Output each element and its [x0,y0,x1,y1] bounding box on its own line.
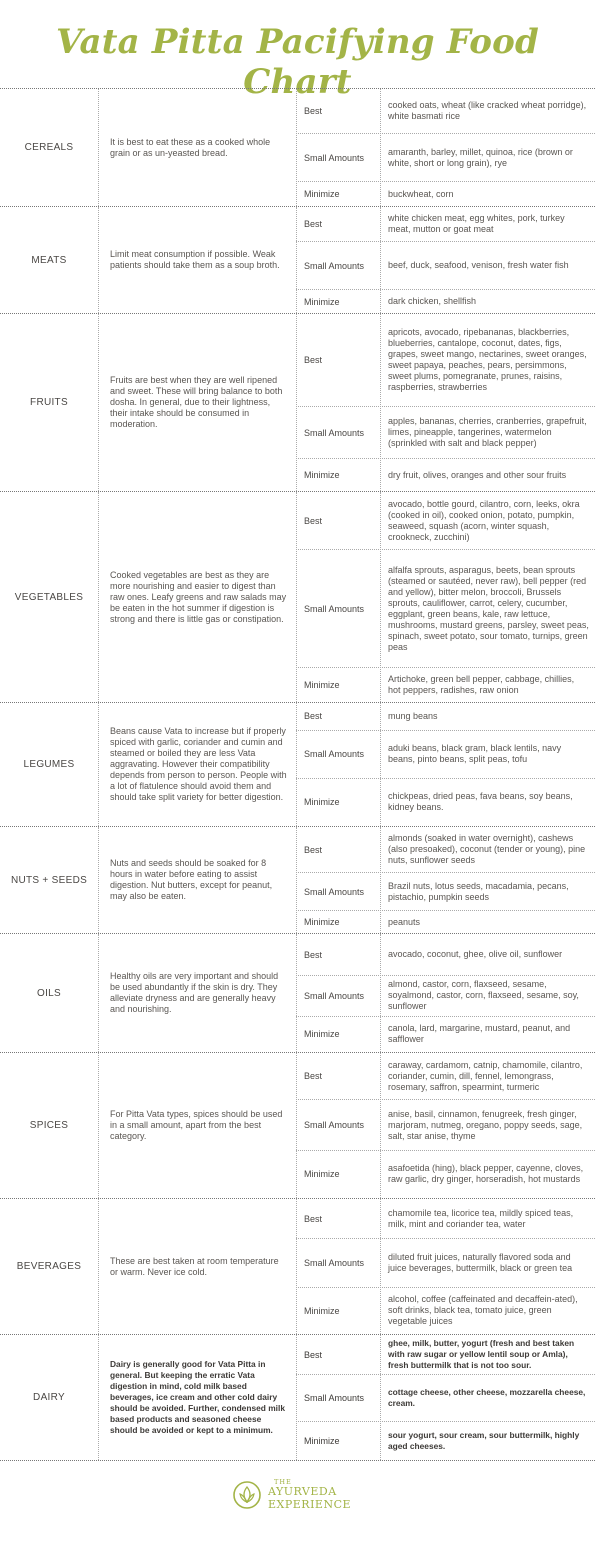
level-row [296,975,595,1015]
level-row [296,703,595,730]
level-row [296,492,595,549]
category-block-spices [0,1052,595,1198]
category-description [110,314,288,491]
level-label: Best [304,844,323,855]
level-row [296,910,595,933]
level-foods [388,1239,589,1286]
level-foods [388,182,589,206]
level-foods-text: white chicken meat, egg whites, pork, turkey meat, mutton or goat meat [388,213,565,235]
level-row [296,934,595,975]
level-label: Minimize [304,1169,340,1180]
level-foods-text: almond, castor, corn, flaxseed, sesame, soyalmond, castor, corn, flaxseed, sesame, soy, sunflower [388,979,579,1012]
level-row [296,1421,595,1460]
level-row [296,133,595,181]
level-label: Minimize [304,1029,340,1040]
level-foods-text: dark chicken, shellfish [388,296,477,307]
category-block-oils [0,933,595,1052]
level-foods [388,1017,589,1052]
category-description-text: It is best to eat these as a cooked whole grain or as un-yeasted bread. [110,136,271,158]
level-foods-text: peanuts [388,916,421,927]
level-row [296,1238,595,1286]
category-name: OILS [37,987,61,999]
category-description [110,207,288,313]
level-foods [388,459,589,491]
level-row [296,549,595,667]
level-row [296,1374,595,1420]
level-label: Small Amounts [304,152,365,163]
page-title: Vata Pitta Pacifying Food Chart [56,22,539,102]
level-row [296,289,595,313]
level-row [296,1099,595,1149]
category-description [110,934,288,1052]
category-block-beverages [0,1198,595,1334]
level-label: Best [304,949,323,960]
category-block-vegetables [0,491,595,702]
category-description [110,89,288,206]
level-label: Best [304,354,323,365]
level-foods [388,1053,589,1099]
level-row [296,1335,595,1374]
level-row [296,667,595,702]
category-name: MEATS [31,254,67,266]
level-foods [388,731,589,778]
column-divider [98,89,99,206]
level-label: Best [304,515,323,526]
level-label: Best [304,219,323,230]
level-foods [388,873,589,910]
column-divider [98,492,99,702]
level-label: Minimize [304,189,340,200]
level-foods [388,492,589,549]
level-rows [296,207,595,313]
level-foods-text: chickpeas, dried peas, fava beans, soy beans, kidney beans. [388,791,573,813]
level-foods-text: beef, duck, seafood, venison, fresh water fish [388,260,569,271]
level-rows [296,827,595,933]
category-description-text: Dairy is generally good for Vata Pitta in general. But keeping the erratic Vata digestion in mind, cold milk based beverages, ice cream and other cold dairy should be avoided. Further, condensed milk based products and seasoned cheese should be avoided or kept to a minimum. [110,1359,285,1435]
level-foods [388,242,589,289]
level-label: Small Amounts [304,1392,365,1403]
level-foods [388,976,589,1015]
logo-text-experience: EXPERIENCE [268,1498,352,1511]
category-description-text: Nuts and seeds should be soaked for 8 hours in water before eating to assist digestion. Nut butters, except for peanut, may also be eaten. [110,858,273,901]
category-description-text: Healthy oils are very important and should be used abundantly if the skin is dry. They alleviate dryness and are generally heavy and nourishing. [110,971,279,1014]
level-row [296,458,595,491]
level-foods-text: alfalfa sprouts, asparagus, beets, bean sprouts (steamed or sautéed, never raw), bell pepper (red and yellow), bitter melon, broccoli, Brussels sprouts, cauliflower, carrot, celery, cucumber, eggplant, green beans, kale, raw lettuce, mushrooms, mustard greens, parsley, sweet peas, spinach, sweet potato, sour tomato, turnips, green peas [388,564,589,652]
level-foods [388,1422,589,1460]
level-row [296,406,595,458]
category-description-text: Cooked vegetables are best as they are more nourishing and easier to digest than raw ones. Leafy greens and raw salads may be eaten in the hot summer if digestion is strong and there is little gas or constipation. [110,569,287,624]
level-foods [388,779,589,826]
level-row [296,1199,595,1238]
category-description [110,703,288,826]
level-label: Best [304,106,323,117]
category-description [110,1199,288,1334]
level-label: Minimize [304,1305,340,1316]
category-description [110,1335,288,1460]
level-foods [388,1335,589,1374]
level-foods-text: apples, bananas, cherries, cranberries, grapefruit, limes, pineapple, tangerines, watermelon (sprinkled with salt and black pepper) [388,416,587,449]
level-foods [388,407,589,458]
level-foods [388,668,589,702]
level-row [296,1016,595,1052]
level-row [296,89,595,133]
column-divider [98,1335,99,1460]
level-foods-text: amaranth, barley, millet, quinoa, rice (brown or white, short or long grain), rye [388,146,573,168]
level-foods-text: caraway, cardamom, catnip, chamomile, cilantro, coriander, cumin, dill, fennel, lemongrass, rosemary, saffron, spearmint, turmeric [388,1059,583,1092]
level-foods [388,1288,589,1334]
level-rows [296,1053,595,1198]
level-foods-text: alcohol, coffee (caffeinated and decaffein-ated), soft drinks, black tea, tomato juice, green vegetable juices [388,1294,578,1327]
level-foods-text: aduki beans, black gram, black lentils, navy beans, pinto beans, split peas, tofu [388,743,562,765]
level-foods [388,314,589,406]
level-foods-text: anise, basil, cinnamon, fenugreek, fresh ginger, marjoram, nutmeg, oregano, poppy seeds, sage, salt, star anise, thyme [388,1108,583,1141]
column-divider [98,703,99,826]
category-block-legumes [0,702,595,826]
level-label: Best [304,1071,323,1082]
level-label: Small Amounts [304,1120,365,1131]
category-name: VEGETABLES [14,591,84,603]
lotus-icon [232,1480,262,1510]
category-name: DAIRY [33,1392,65,1403]
level-foods [388,1199,589,1238]
category-name: CEREALS [24,142,74,153]
column-divider [98,827,99,933]
level-foods [388,550,589,667]
level-row [296,241,595,289]
category-name: SPICES [29,1120,69,1131]
column-divider [98,1199,99,1334]
level-label: Small Amounts [304,427,365,438]
category-name: FRUITS [30,397,68,408]
level-foods-text: avocado, bottle gourd, cilantro, corn, leeks, okra (cooked in oil), cooked onion, potato, pumpkin, seaweed, squash (acorn, winter squash, crookneck, zucchini) [388,498,580,542]
level-foods-text: mung beans [388,710,438,721]
level-foods-text: buckwheat, corn [388,188,454,199]
level-foods-text: Artichoke, green bell pepper, cabbage, chillies, hot peppers, radishes, raw onion [388,674,575,696]
column-divider [98,314,99,491]
level-foods [388,911,589,933]
level-foods [388,827,589,872]
level-label: Minimize [304,917,340,928]
category-name: LEGUMES [23,759,75,770]
category-description-text: Limit meat consumption if possible. Weak patients should take them as a soup broth. [110,249,280,270]
level-row [296,872,595,910]
category-block-cereals [0,88,595,206]
level-row [296,827,595,872]
level-label: Small Amounts [304,260,365,271]
column-divider [98,1053,99,1198]
category-description [110,1053,288,1198]
level-label: Small Amounts [304,603,365,614]
category-block-nuts-seeds [0,826,595,933]
level-rows [296,492,595,702]
level-foods-text: Brazil nuts, lotus seeds, macadamia, pecans, pistachio, pumpkin seeds [388,880,569,902]
level-label: Minimize [304,470,340,481]
level-label: Minimize [304,680,340,691]
category-description [110,492,288,702]
level-foods-text: sour yogurt, sour cream, sour buttermilk, highly aged cheeses. [388,1429,580,1451]
logo-text-the: THE [274,1478,292,1486]
level-rows [296,1335,595,1460]
level-label: Small Amounts [304,990,365,1001]
level-label: Minimize [304,1435,340,1446]
brand-logo [232,1478,372,1512]
level-label: Small Amounts [304,749,365,760]
level-foods [388,703,589,730]
level-label: Best [304,1349,323,1360]
level-foods [388,1151,589,1198]
level-foods [388,134,589,181]
category-description [110,827,288,933]
level-foods-text: ghee, milk, butter, yogurt (fresh and best taken with raw sugar or yellow lentil soup or Amla), fresh buttermilk that is not too sour. [388,1338,575,1371]
level-rows [296,703,595,826]
category-block-meats [0,206,595,313]
level-foods-text: avocado, coconut, ghee, olive oil, sunflower [388,949,563,960]
level-label: Small Amounts [304,1258,365,1269]
level-foods-text: apricots, avocado, ripebananas, blackberries, blueberries, cantalope, coconut, dates, figs, grapes, sweet mango, nectarines, sweet oranges, sweet papaya, peaches, pears, persimmons, sweet plums, pomegranate, prunes, raisins, raspberries, strawberries [388,326,587,392]
level-rows [296,1199,595,1334]
level-label: Minimize [304,296,340,307]
level-label: Minimize [304,797,340,808]
level-label: Best [304,1213,323,1224]
category-block-fruits [0,313,595,491]
column-divider [98,934,99,1052]
category-name: NUTS + SEEDS [10,874,88,886]
level-foods [388,1375,589,1420]
level-row [296,730,595,778]
level-row [296,778,595,826]
level-row [296,1053,595,1099]
level-foods-text: cooked oats, wheat (like cracked wheat porridge), white basmati rice [388,100,587,122]
level-label: Small Amounts [304,886,365,897]
level-foods-text: canola, lard, margarine, mustard, peanut, and safflower [388,1023,571,1045]
level-label: Best [304,711,323,722]
category-description-text: These are best taken at room temperature or warm. Never ice cold. [110,1255,279,1277]
food-chart-table [0,88,595,1461]
level-row [296,1287,595,1334]
level-foods-text: cottage cheese, other cheese, mozzarella cheese, cream. [388,1386,586,1408]
category-description-text: For Pitta Vata types, spices should be used in a small amount, apart from the best category. [110,1109,283,1141]
level-foods [388,1100,589,1149]
level-foods-text: chamomile tea, licorice tea, mildly spiced teas, milk, mint and coriander tea, water [388,1207,574,1229]
column-divider [98,207,99,313]
level-foods-text: asafoetida (hing), black pepper, cayenne, cloves, raw garlic, dry ginger, horseradish, hot mustards [388,1163,584,1185]
level-foods-text: almonds (soaked in water overnight), cashews (also presoaked), coconut (tender or young), pine nuts, sunflower seeds [388,833,586,866]
level-row [296,314,595,406]
level-row [296,1150,595,1198]
category-description-text: Fruits are best when they are well ripened and sweet. These will bring balance to both dosha. In general, due to their lightness, their intake should be consumed in moderation. [110,375,283,429]
level-rows [296,314,595,491]
level-row [296,181,595,206]
level-rows [296,934,595,1052]
logo-text-ayurveda: AYURVEDA [268,1485,337,1498]
level-foods [388,89,589,133]
level-foods [388,934,589,975]
category-block-dairy [0,1334,595,1461]
level-foods-text: diluted fruit juices, naturally flavored soda and juice beverages, buttermilk, black or green tea [388,1252,573,1274]
level-foods [388,207,589,241]
level-row [296,207,595,241]
category-name: BEVERAGES [16,1261,82,1272]
level-rows [296,89,595,206]
level-foods [388,290,589,313]
level-foods-text: dry fruit, olives, oranges and other sour fruits [388,469,567,480]
category-description-text: Beans cause Vata to increase but if properly spiced with garlic, coriander and cumin and steamed or boiled they are less Vata aggravating. However their compatibility depends from person to person. People with a lot of flatulence should avoid them and should take split variety for better digestion. [110,726,287,802]
